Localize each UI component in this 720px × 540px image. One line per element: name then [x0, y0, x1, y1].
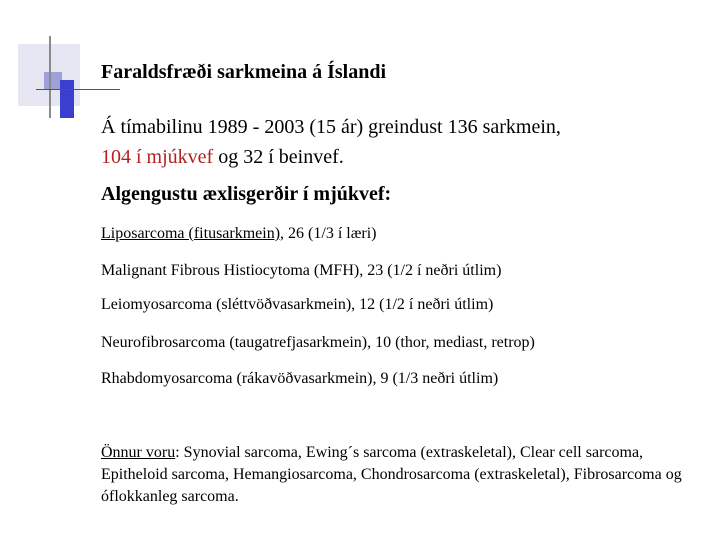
intro-rest: og 32 í beinvef.: [213, 146, 344, 168]
list-item: Rhabdomyosarcoma (rákavöðvasarkmein), 9 (1/3 neðri útlim): [101, 370, 499, 387]
slide-title: Faraldsfræði sarkmeina á Íslandi: [101, 61, 387, 83]
list-item: Malignant Fibrous Histiocytoma (MFH), 23 (1/2 í neðri útlim): [101, 262, 502, 279]
list-item: [101, 224, 376, 244]
other-types-paragraph: [101, 442, 691, 508]
intro-line-1: Á tímabilinu 1989 - 2003 (15 ár) greindust 136 sarkmein,: [101, 116, 561, 138]
intro-highlight: 104 í mjúkvef: [101, 146, 214, 168]
other-types-label[interactable]: Önnur voru: [101, 444, 176, 461]
deco-bar-dark: [60, 80, 74, 118]
section-heading: Algengustu æxlisgerðir í mjúkvef:: [101, 183, 392, 205]
deco-vertical-line: [49, 36, 51, 118]
intro-paragraph: [101, 112, 701, 172]
other-types-text: : Synovial sarcoma, Ewing´s sarcoma (extraskeletal), Clear cell sarcoma, Epitheloid sarcoma, Hemangiosarcoma, Chondrosarcoma (extraskeletal), Fibrosarcoma og óflokkanleg sarcoma.: [101, 444, 682, 505]
list-item: Neurofibrosarcoma (taugatrefjasarkmein), 10 (thor, mediast, retrop): [101, 334, 535, 351]
tumor-name-link[interactable]: Liposarcoma (fitusarkmein): [101, 225, 281, 242]
list-item: Leiomyosarcoma (sléttvöðvasarkmein), 12 (1/2 í neðri útlim): [101, 296, 494, 313]
tumor-detail: , 26 (1/3 í læri): [280, 225, 377, 242]
deco-horizontal-line: [36, 89, 120, 90]
